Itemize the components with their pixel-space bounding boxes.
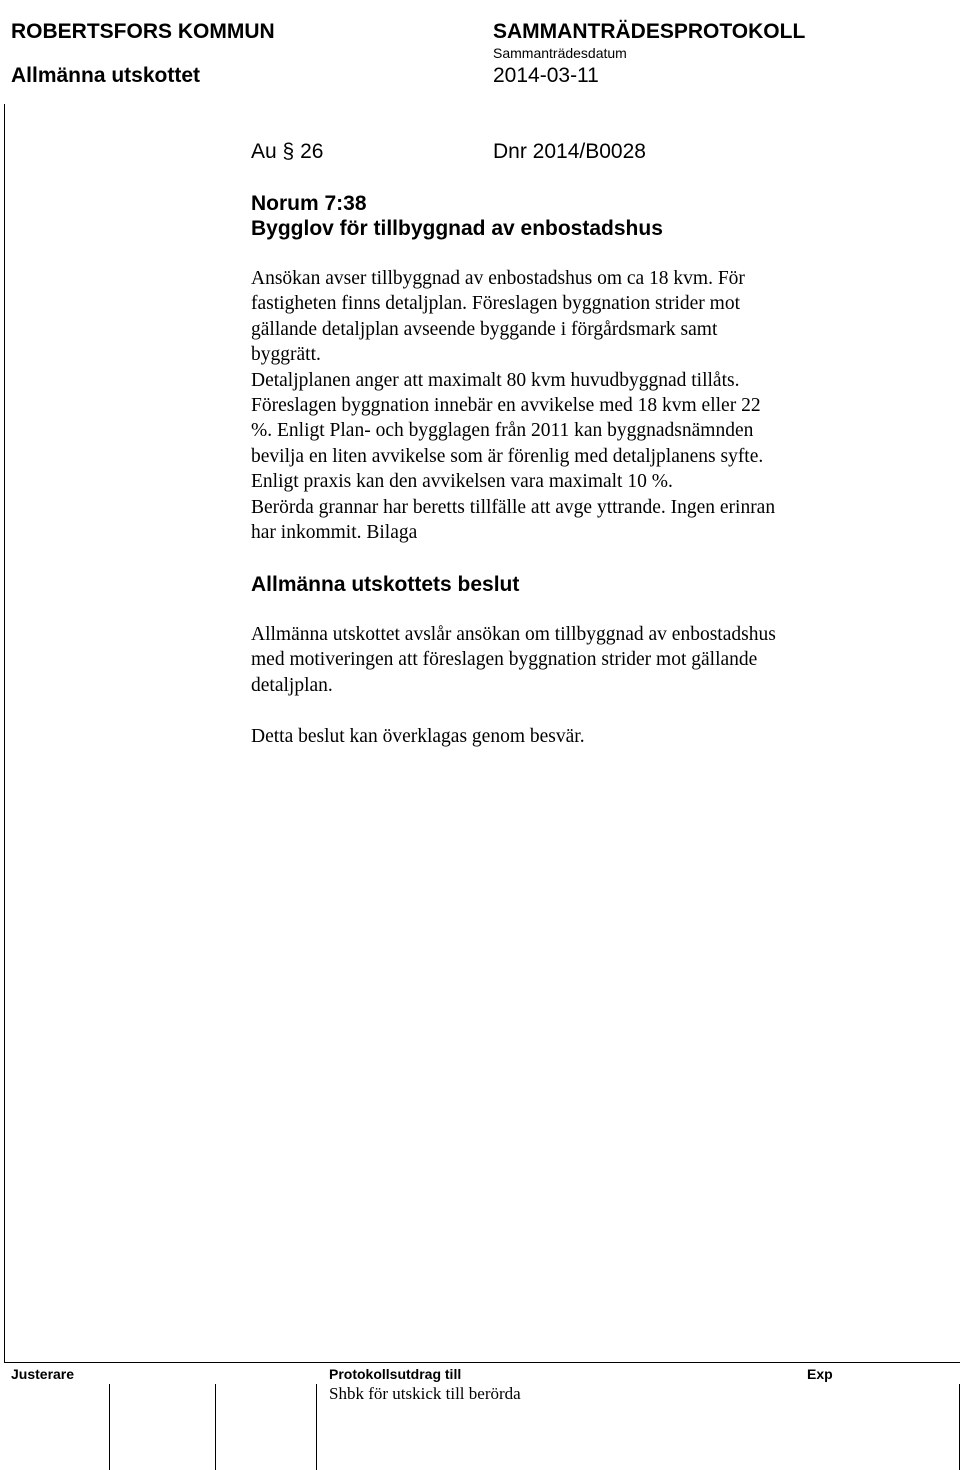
organization-name: ROBERTSFORS KOMMUN bbox=[11, 20, 275, 43]
signature-box-divider bbox=[109, 1384, 110, 1470]
body-line: Enligt praxis kan den avvikelsen vara maximalt 10 %. bbox=[251, 471, 673, 493]
left-margin-line bbox=[4, 104, 5, 1362]
case-number: 26 bbox=[300, 140, 324, 163]
case-id: Au bbox=[251, 140, 277, 163]
body-line: bevilja en liten avvikelse som är förenlig med detaljplanens syfte. bbox=[251, 445, 764, 467]
case-title: Bygglov för tillbyggnad av enbostadshus bbox=[251, 217, 663, 240]
body-line: Detaljplanen anger att maximalt 80 kvm huvudbyggnad tillåts. bbox=[251, 369, 740, 391]
document-type: SAMMANTRÄDESPROTOKOLL bbox=[493, 20, 806, 43]
committee-name: Allmänna utskottet bbox=[11, 64, 201, 87]
body-line: Berörda grannar har beretts tillfälle att avge yttrande. Ingen erinran bbox=[251, 496, 776, 518]
decision-line: Allmänna utskottet avslår ansökan om tillbyggnad av enbostadshus bbox=[251, 624, 776, 645]
dnr-number: Dnr 2014/B0028 bbox=[493, 140, 646, 163]
body-line: byggrätt. bbox=[251, 344, 321, 366]
body-line: har inkommit. Bilaga bbox=[251, 522, 418, 544]
property-title: Norum 7:38 bbox=[251, 192, 367, 215]
exp-label: Exp bbox=[807, 1366, 833, 1382]
decision-text bbox=[251, 622, 776, 698]
protokollsutdrag-label: Protokollsutdrag till bbox=[329, 1366, 462, 1382]
date-label: Sammanträdesdatum bbox=[493, 45, 627, 61]
meeting-date: 2014-03-11 bbox=[493, 64, 599, 87]
paragraph-symbol: § bbox=[282, 140, 295, 163]
appeal-note: Detta beslut kan överklagas genom besvär. bbox=[251, 726, 585, 747]
body-line: gällande detaljplan avseende byggande i förgårdsmark samt bbox=[251, 318, 718, 340]
decision-line: med motiveringen att föreslagen byggnation strider mot gällande bbox=[251, 649, 758, 671]
signature-box-divider bbox=[215, 1384, 216, 1470]
body-line: fastigheten finns detaljplan. Föreslagen byggnation strider mot bbox=[251, 293, 741, 315]
case-description bbox=[251, 266, 891, 545]
footer-divider bbox=[4, 1362, 960, 1363]
justerare-label: Justerare bbox=[11, 1366, 75, 1382]
distribution-recipient: Shbk för utskick till berörda bbox=[329, 1384, 521, 1403]
decision-line: detaljplan. bbox=[251, 674, 333, 696]
body-line: %. Enligt Plan- och bygglagen från 2011 kan byggnadsnämnden bbox=[251, 420, 754, 442]
body-line: Föreslagen byggnation innebär en avvikelse med 18 kvm eller 22 bbox=[251, 395, 761, 417]
decision-heading: Allmänna utskottets beslut bbox=[251, 573, 520, 596]
signature-box-divider bbox=[316, 1384, 317, 1470]
case-paragraph bbox=[251, 140, 323, 164]
body-line: Ansökan avser tillbyggnad av enbostadshus om ca 18 kvm. För bbox=[251, 268, 745, 289]
